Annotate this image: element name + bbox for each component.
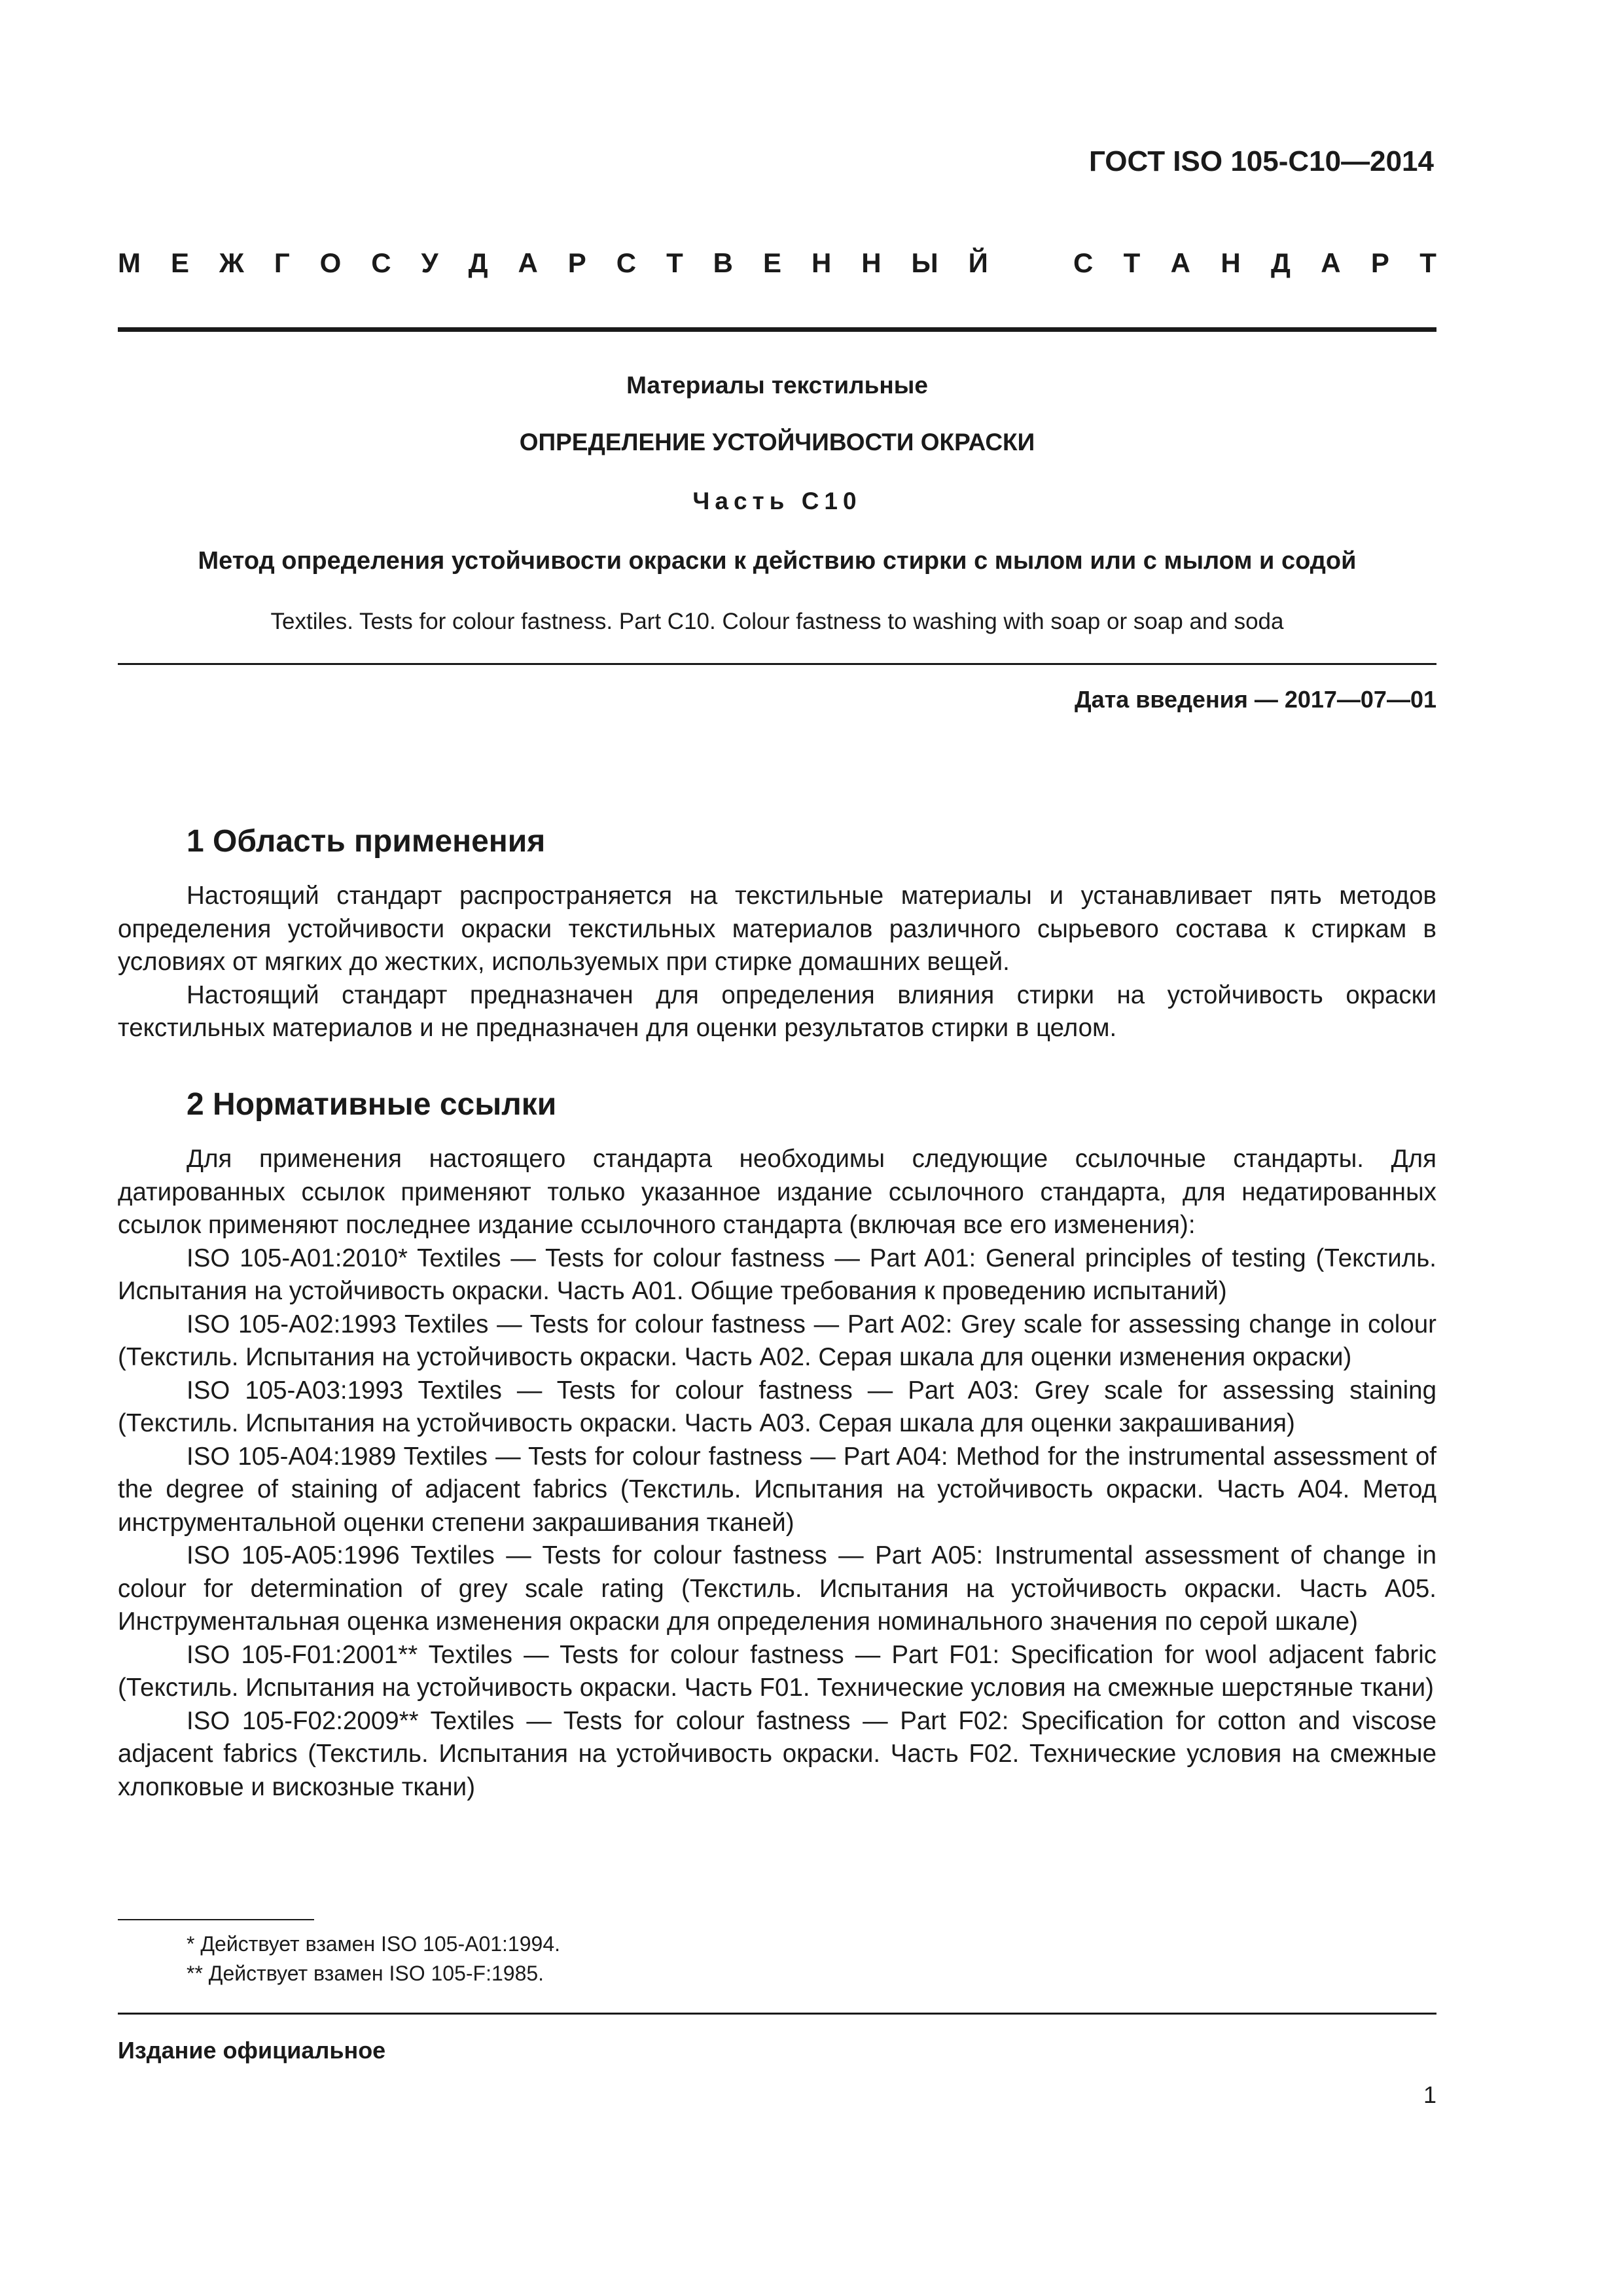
footnote-separator: [118, 1919, 314, 1920]
heading-letter: О: [319, 247, 342, 278]
heading-letter: Р: [1370, 247, 1389, 278]
heading-letter: М: [118, 247, 141, 278]
reference-item: ISO 105-F01:2001** Textiles — Tests for colour fastness — Part F01: Specification for wool adjacent fabric (Текстиль. Испытания на устойчивость окраски. Часть F01. Технические условия на смежные шерстяные ткани): [118, 1640, 1436, 1702]
heading-letter: Д: [468, 247, 488, 278]
reference-item: ISO 105-A03:1993 Textiles — Tests for colour fastness — Part A03: Grey scale for assessing staining (Текстиль. Испытания на устойчивость окраски. Часть А03. Серая шкала для оценки закрашивания): [118, 1376, 1436, 1437]
heading-letter: Ж: [219, 247, 244, 278]
heading-letter: Г: [274, 247, 290, 278]
official-edition-label: Издание официальное: [118, 2037, 386, 2064]
heading-letter: Е: [762, 247, 781, 278]
heading-letter: Т: [666, 247, 683, 278]
title-line-4: Метод определения устойчивости окраски к действию стирки с мылом или с мылом и содой: [198, 547, 1357, 575]
standard-code: ГОСТ ISO 105-С10—2014: [1088, 145, 1434, 177]
interstate-word: [118, 247, 988, 279]
heading-letter: Н: [1221, 247, 1241, 278]
section-2-paragraph: Для применения настоящего стандарта необходимы следующие ссылочные стандарты. Для датированных ссылок применяют только указанное издание ссылочного стандарта, для недатированных ссылок применяют последнее издание ссылочного стандарта (включая все его изменения):: [118, 1145, 1436, 1239]
heading-letter: У: [421, 247, 438, 278]
section-1-heading: 1 Область применения: [187, 824, 546, 859]
reference-item: ISO 105-A04:1989 Textiles — Tests for colour fastness — Part A04: Method for the instrumental assessment of the degree of staining of adjacent fabrics (Текстиль. Испытания на устойчивость окраски. Часть А04. Метод инструментальной оценки степени закрашивания тканей): [118, 1442, 1436, 1537]
section-2-body: [118, 1143, 1436, 1804]
title-line-2: ОПРЕДЕЛЕНИЕ УСТОЙЧИВОСТИ ОКРАСКИ: [519, 429, 1035, 456]
heading-letter: С: [371, 247, 391, 278]
footnote: * Действует взамен ISO 105-A01:1994.: [187, 1932, 560, 1956]
section-1-paragraph: Настоящий стандарт предназначен для определения влияния стирки на устойчивость окраски текстильных материалов и не предназначен для оценки результатов стирки в целом.: [118, 980, 1436, 1042]
heading-letter: А: [1321, 247, 1341, 278]
title-rule: [118, 663, 1436, 665]
heading-letter: Й: [968, 247, 988, 278]
heading-letter: С: [1073, 247, 1094, 278]
title-part: Часть С10: [692, 488, 862, 514]
footer-rule: [118, 2013, 1436, 2015]
section-1-body: [118, 880, 1436, 1045]
title-line-1: Материалы текстильные: [626, 372, 928, 399]
footnotes: [187, 1929, 560, 1988]
introduction-date: Дата введения — 2017—07—01: [1074, 686, 1436, 713]
footnote: ** Действует взамен ISO 105-F:1985.: [187, 1962, 544, 1985]
heading-letter: А: [518, 247, 538, 278]
reference-item: ISO 105-A02:1993 Textiles — Tests for colour fastness — Part A02: Grey scale for assessing change in colour (Текстиль. Испытания на устойчивость окраски. Часть А02. Серая шкала для оценки изменения окраски): [118, 1310, 1436, 1371]
section-2-heading: 2 Нормативные ссылки: [187, 1087, 557, 1122]
reference-item: ISO 105-A01:2010* Textiles — Tests for colour fastness — Part A01: General principles of testing (Текстиль. Испытания на устойчивость окраски. Часть А01. Общие требования к проведению испытаний): [118, 1244, 1436, 1305]
page-number: 1: [1423, 2081, 1436, 2108]
heading-letter: Н: [861, 247, 882, 278]
reference-item: ISO 105-F02:2009** Textiles — Tests for colour fastness — Part F02: Specification for cotton and viscose adjacent fabrics (Текстиль. Испытания на устойчивость окраски. Часть F02. Технические условия на смежные хлопковые и вискозные ткани): [118, 1706, 1436, 1801]
heading-letter: Р: [567, 247, 586, 278]
reference-item: ISO 105-A05:1996 Textiles — Tests for colour fastness — Part A05: Instrumental assessment of change in colour for determination of grey scale rating (Текстиль. Испытания на устойчивость окраски. Часть А05. Инструментальная оценка изменения окраски для определения номинального значения по серой шкале): [118, 1541, 1436, 1636]
heading-letter: А: [1170, 247, 1190, 278]
heading-letter: В: [713, 247, 734, 278]
section-1-paragraph: Настоящий стандарт распространяется на текстильные материалы и устанавливает пять методов определения устойчивости окраски текстильных материалов различного сырьевого состава к стиркам в условиях от мягких до жестких, используемых при стирке домашних вещей.: [118, 882, 1436, 976]
interstate-standard-label: [118, 247, 1436, 279]
heading-letter: Е: [170, 247, 189, 278]
english-title: Textiles. Tests for colour fastness. Part C10. Colour fastness to washing with soap or soap and soda: [270, 609, 1284, 634]
heading-letter: Ы: [911, 247, 938, 278]
heading-letter: Т: [1123, 247, 1141, 278]
header-rule: [118, 327, 1436, 332]
heading-letter: Т: [1419, 247, 1436, 278]
standard-word: [1073, 247, 1436, 279]
heading-letter: Н: [811, 247, 832, 278]
heading-letter: С: [616, 247, 637, 278]
heading-letter: Д: [1271, 247, 1291, 278]
